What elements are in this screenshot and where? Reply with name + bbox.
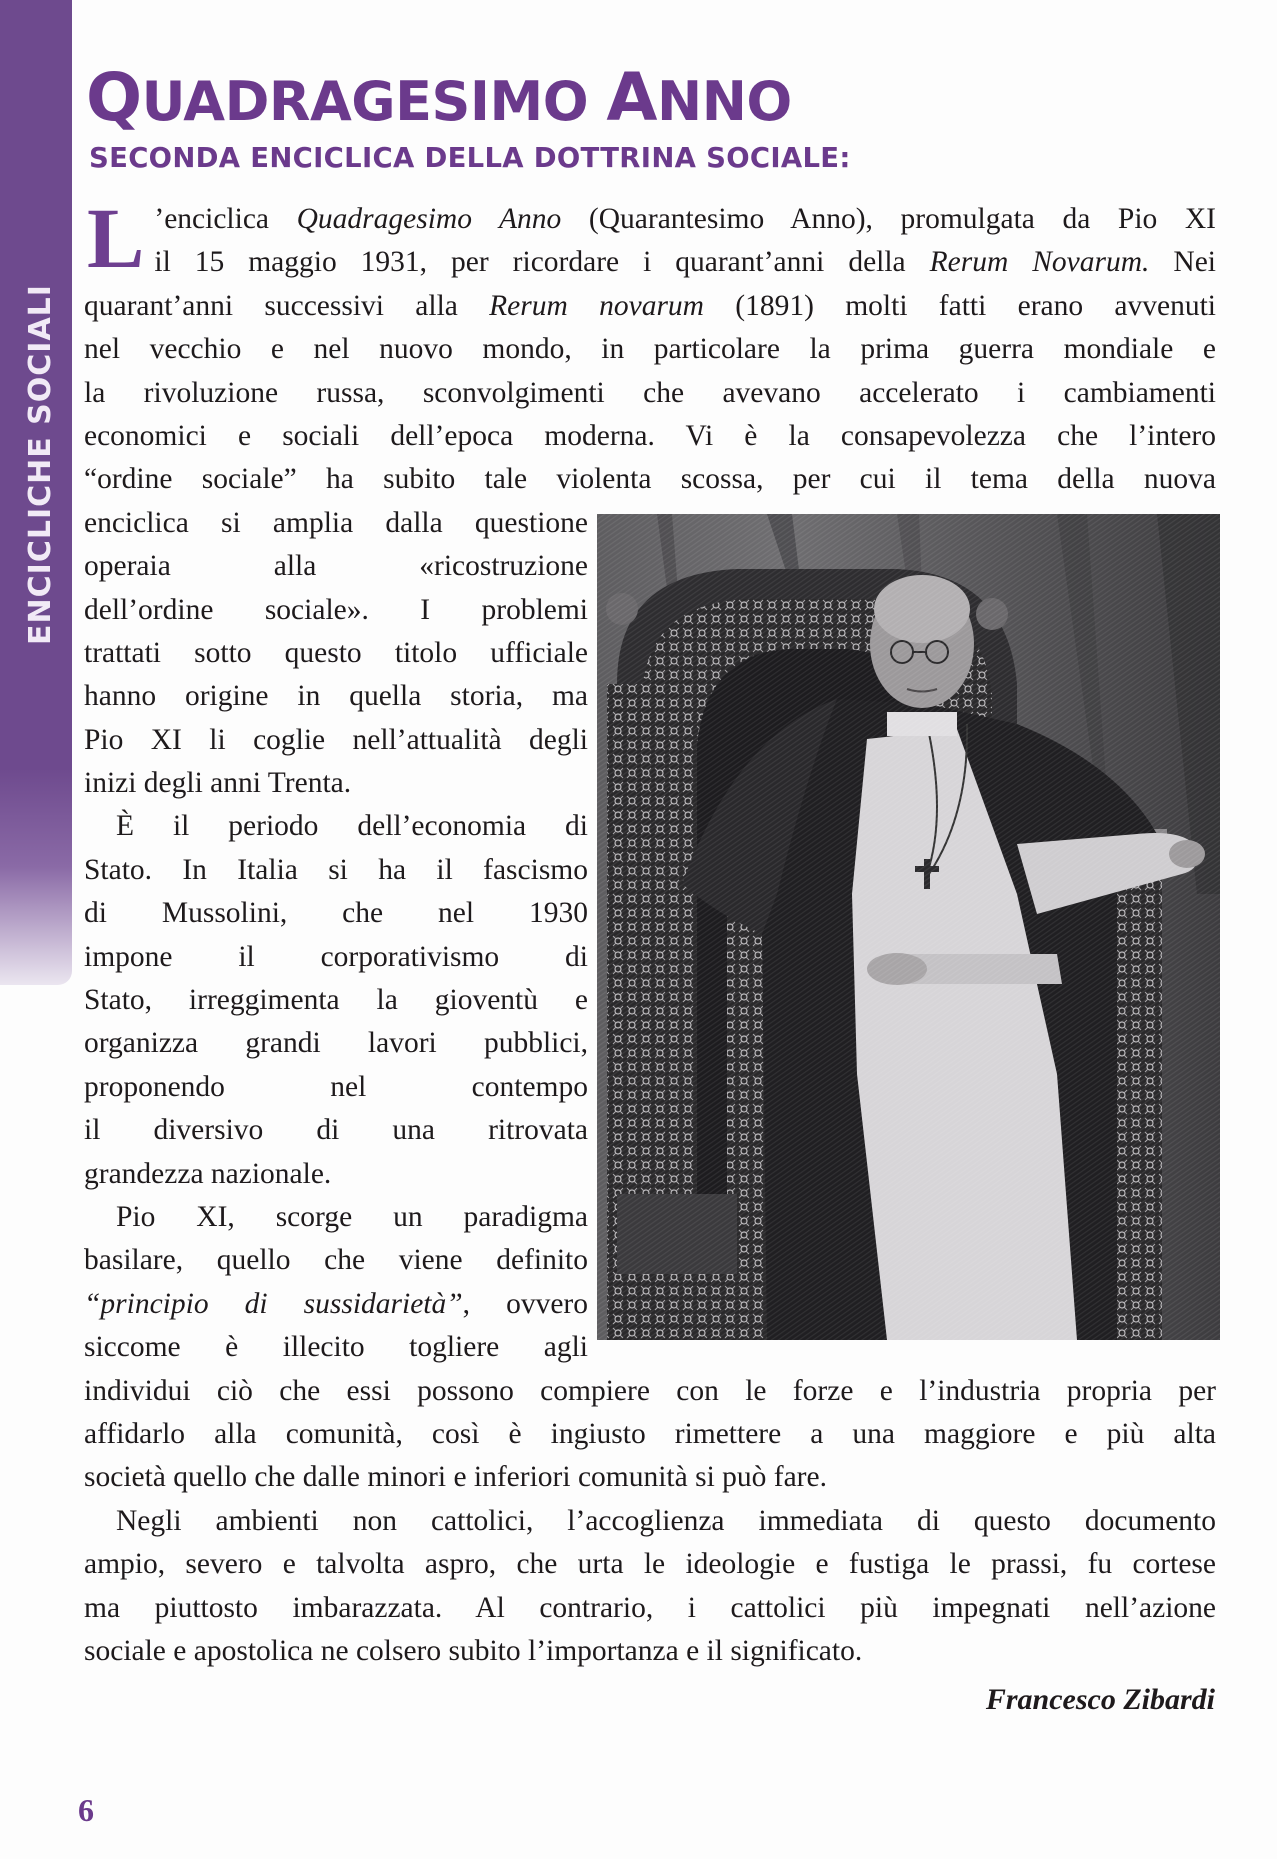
article-line [84,1066,588,1109]
article-line [84,415,1216,458]
text-segment: , ovvero [462,1287,588,1320]
text-segment: la rivoluzione russa, sconvolgimenti che avevano accelerato i cambiamenti [84,376,1216,409]
text-segment: economici e sociali dell’epoca moderna. Vi è la consapevolezza che l’intero [84,419,1216,452]
italic-phrase: “principio di sussidarietà” [84,1287,463,1320]
article-body [84,190,1217,1673]
article-line [84,936,588,979]
article-line [84,1587,1216,1630]
text-segment: impone il corporativismo di [84,940,588,973]
article-line [84,1196,588,1239]
text-segment: sociale e apostolica ne colsero subito l’importanza e il significato. [84,1634,863,1667]
text-segment: Pio XI li coglie nell’attualità degli [84,723,588,756]
article-line [84,1543,1216,1586]
text-segment: ’enciclica [154,203,297,235]
text-segment: È il periodo dell’economia di [116,810,588,843]
text-segment: individui ciò che essi possono compiere con le forze e l’industria propria per [84,1374,1216,1407]
text-segment: basilare, quello che viene definito [84,1244,588,1277]
title-initial: A [606,59,658,136]
text-segment: proponendo nel contempo [84,1070,588,1103]
article-line [84,632,588,675]
article-line [84,979,588,1022]
text-segment: siccome è illecito togliere agli [84,1331,588,1364]
article-line [84,849,588,892]
article-line [84,285,1216,328]
italic-phrase: Quadragesimo Anno [296,203,562,235]
text-segment: organizza grandi lavori pubblici, [84,1027,588,1060]
text-segment: inizi degli anni Trenta. [84,767,352,800]
article-line [84,1456,1216,1499]
text-segment: enciclica si amplia dalla questione [84,506,588,539]
article-line [84,372,1216,415]
article-line [84,198,1216,241]
text-segment: ma piuttosto imbarazzata. Al contrario, i cattolici più impegnati nell’azione [84,1591,1216,1624]
text-segment: affidarlo alla comunità, così è ingiusto rimettere a una maggiore e più alta [84,1417,1216,1450]
section-label [22,255,58,673]
article-line [84,892,588,935]
text-segment: quarant’anni successivi alla [84,289,490,322]
article-line [84,1500,1216,1543]
title-part: NNO [657,70,792,133]
text-segment: (1891) molti fatti erano avvenuti [703,289,1216,322]
article-line [84,1630,1216,1673]
article-line [84,719,588,762]
article-line [84,502,588,545]
article-line [84,1283,588,1326]
text-segment: Pio XI, scorge un paradigma [116,1200,588,1233]
article-line [84,589,588,632]
text-segment: Nei [1149,246,1217,279]
text-segment: trattati sotto questo titolo ufficiale [84,636,588,669]
article-line [84,328,1216,371]
section-sidebar [0,0,72,985]
article-line [84,1370,1216,1413]
author-signature: Francesco Zibardi [985,1683,1215,1716]
article-line [84,1109,588,1152]
title-part: UADRAGESIMO [141,70,607,133]
text-segment: Stato, irreggimenta la gioventù e [84,984,588,1017]
text-segment: Stato. In Italia si ha il fascismo [84,853,588,886]
page-number: 6 [78,1792,94,1828]
article-line [84,1413,1216,1456]
italic-phrase: Rerum Novarum. [929,246,1150,279]
text-segment: operaia alla «ricostruzione [84,550,588,583]
article-line [84,675,588,718]
page-title [86,59,792,138]
text-segment: il diversivo di una ritrovata [84,1114,588,1147]
article-line [84,1239,588,1282]
article-line [84,1153,588,1196]
article-line [84,762,588,805]
article-line [84,1022,588,1065]
text-segment: di Mussolini, che nel 1930 [84,897,588,930]
title-initial: Q [86,59,142,136]
page-subtitle: SECONDA ENCICLICA DELLA DOTTRINA SOCIALE: [89,142,851,174]
text-segment: grandezza nazionale. [84,1157,332,1190]
text-segment: dell’ordine sociale». I problemi [84,593,588,626]
article-line [84,805,588,848]
article-line [84,458,1216,501]
section-label-text: ENCICLICHE SOCIALI [22,283,58,645]
article-line [84,241,1216,284]
text-segment: hanno origine in quella storia, ma [84,680,588,713]
text-segment: società quello che dalle minori e inferiori comunità si può fare. [84,1461,827,1494]
text-segment: ampio, severo e talvolta aspro, che urta le ideologie e fustiga le prassi, fu cortese [84,1548,1216,1581]
article-line [84,1326,588,1369]
italic-phrase: Rerum novarum [489,289,704,322]
text-segment: “ordine sociale” ha subito tale violenta scossa, per cui il tema della nuova [84,463,1216,496]
drop-cap: L [87,190,145,286]
text-segment: nel vecchio e nel nuovo mondo, in particolare la prima guerra mondiale e [84,333,1216,366]
article-line [84,545,588,588]
text-segment: il 15 maggio 1931, per ricordare i quarant’anni della [154,246,930,279]
text-segment: Negli ambienti non cattolici, l’accoglienza immediata di questo documento [116,1504,1216,1537]
text-segment: (Quarantesimo Anno), promulgata da Pio XI [561,203,1216,235]
